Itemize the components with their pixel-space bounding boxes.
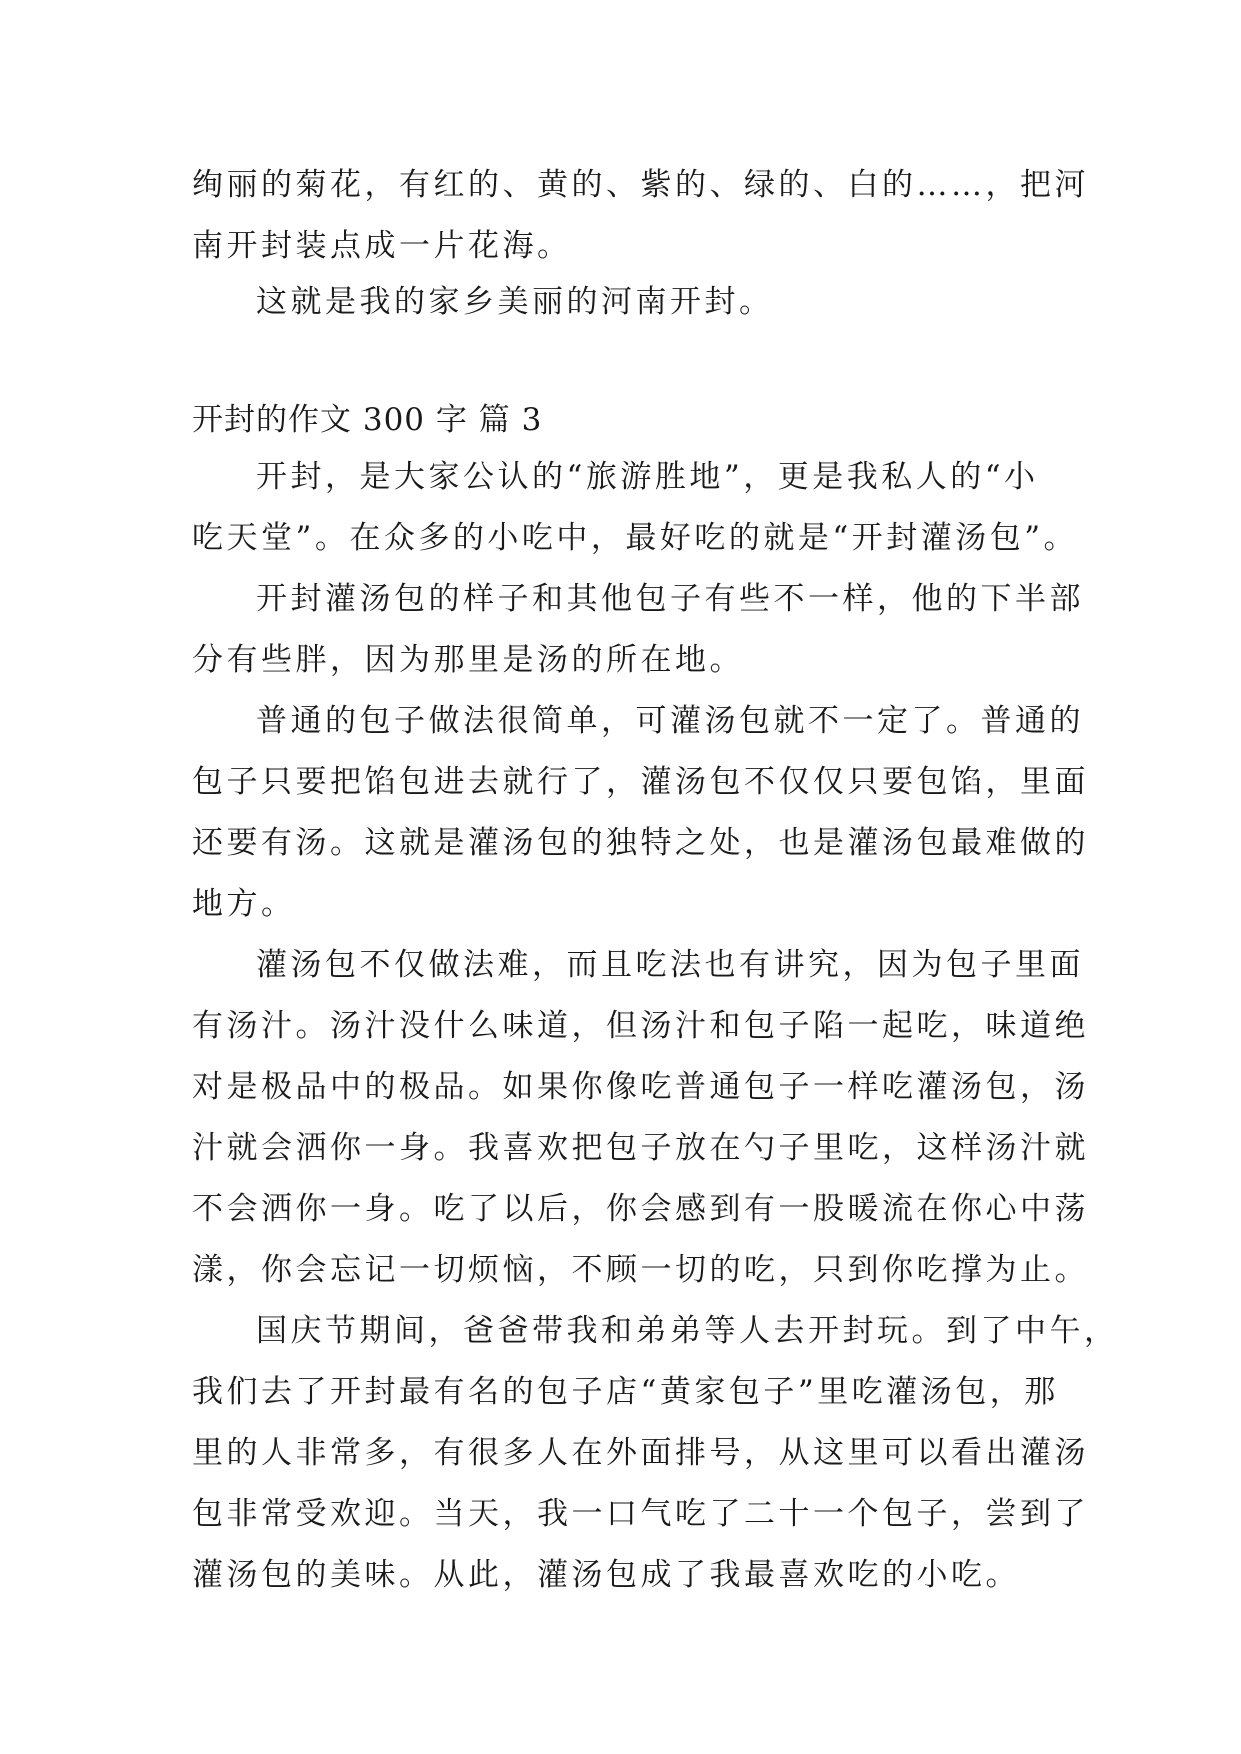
paragraph [192,1301,1119,1606]
text-line: 国庆节期间，爸爸带我和弟弟等人去开封玩。到了中午， [256,1313,1119,1349]
text-line: 对是极品中的极品。如果你像吃普通包子一样吃灌汤包，汤 [192,1069,1089,1105]
text-line: 漾，你会忘记一切烦恼，不顾一切的吃，只到你吃撑为止。 [192,1252,1089,1288]
text-line: 还要有汤。这就是灌汤包的独特之处，也是灌汤包最难做的 [192,825,1089,861]
paragraph [192,447,1079,569]
text-line: 普通的包子做法很简单，可灌汤包就不一定了。普通的 [256,703,1084,739]
text-line: 地方。 [192,886,296,922]
text-line: 绚丽的菊花，有红的、黄的、紫的、绿的、白的……，把河 [192,167,1089,203]
text-line: 南开封装点成一片花海。 [192,228,572,264]
text-line: 有汤汁。汤汁没什么味道，但汤汁和包子陷一起吃，味道绝 [192,1008,1089,1044]
text-line: 汁就会洒你一身。我喜欢把包子放在勺子里吃，这样汤汁就 [192,1130,1089,1166]
paragraph [192,691,1089,935]
text-line: 灌汤包的美味。从此，灌汤包成了我最喜欢吃的小吃。 [192,1557,1020,1593]
text-line: 我们去了开封最有名的包子店“黄家包子”里吃灌汤包，那 [192,1374,1059,1410]
text-line: 包非常受欢迎。当天，我一口气吃了二十一个包子，尝到了 [192,1496,1089,1532]
text-line: 分有些胖，因为那里是汤的所在地。 [192,642,744,678]
text-line: 开封，是大家公认的“旅游胜地”，更是我私人的“小 [256,459,1039,495]
closing-paragraph [192,272,1062,333]
text-line: 这就是我的家乡美丽的河南开封。 [256,284,774,320]
paragraph [192,569,1084,691]
text-line: 包子只要把馅包进去就行了，灌汤包不仅仅只要包馅，里面 [192,764,1089,800]
text-line: 里的人非常多，有很多人在外面排号，从这里可以看出灌汤 [192,1435,1089,1471]
text-line: 不会洒你一身。吃了以后，你会感到有一股暖流在你心中荡 [192,1191,1089,1227]
section-heading: 开封的作文 300 字 篇 3 [192,402,543,438]
text-line: 开封灌汤包的样子和其他包子有些不一样，他的下半部 [256,581,1084,617]
text-line: 灌汤包不仅做法难，而且吃法也有讲究，因为包子里面 [256,947,1084,983]
section-body [192,447,1119,1606]
paragraph [192,935,1089,1301]
continued-paragraph [192,155,1089,277]
text-line: 吃天堂”。在众多的小吃中，最好吃的就是“开封灌汤包”。 [192,520,1079,556]
